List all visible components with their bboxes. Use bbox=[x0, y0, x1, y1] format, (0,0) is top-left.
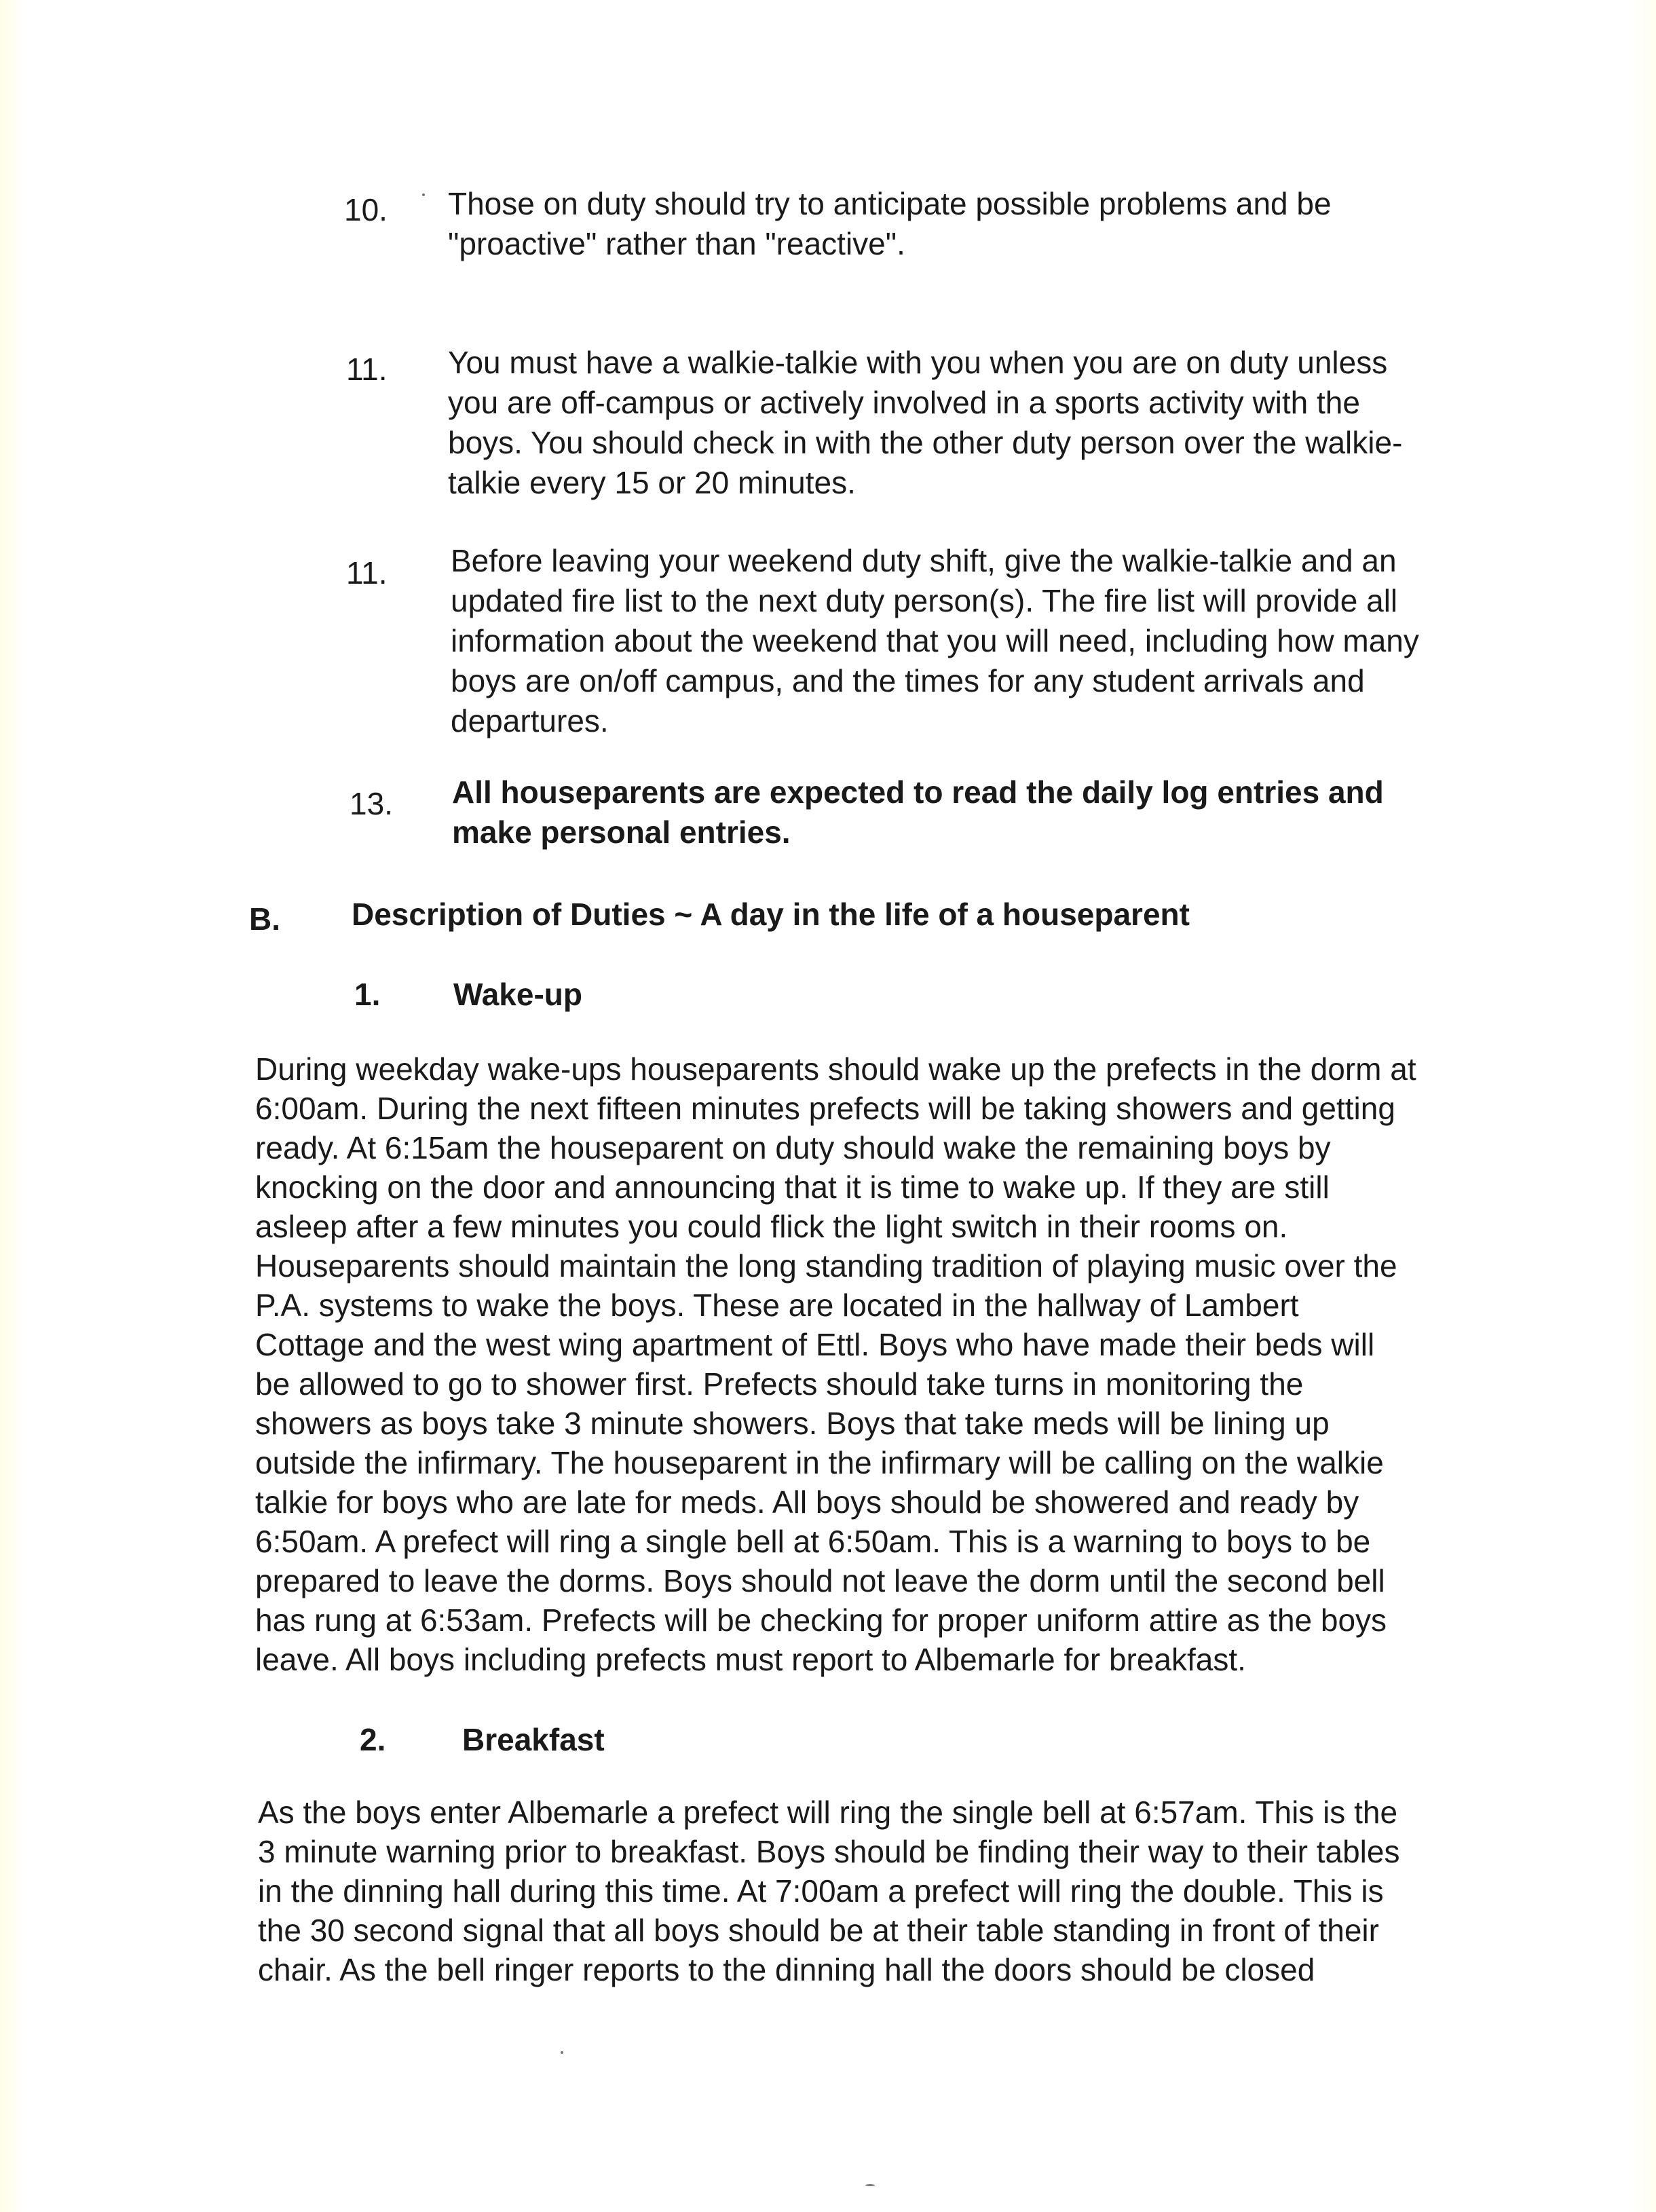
list-number: 11. bbox=[346, 352, 388, 387]
list-number: 13. bbox=[350, 786, 393, 821]
subsection-number: 2. bbox=[360, 1722, 386, 1757]
scan-speck bbox=[561, 2051, 563, 2054]
wake-up-paragraph: During weekday wake-ups houseparents should wake up the prefects in the dorm at 6:00am. During the next fifteen minutes prefects will be taking showers and getting ready. At 6:15am the houseparent on duty should wake the remaining boys by knocking on the door and announcing that it is time to wake up. If they are still asleep after a few minutes you could flick the light switch in their rooms on. Houseparents should maintain the long standing tradition of playing music over the P.A. systems to wake the boys. These are located in the hallway of Lambert Cottage and the west wing apartment of Ettl. Boys who have made their beds will be allowed to go to shower first. Prefects should take turns in monitoring the showers as boys take 3 minute showers. Boys that take meds will be lining up outside the infirmary. The houseparent in the infirmary will be calling on the walkie talkie for boys who are late for meds. All boys should be showered and ready by 6:50am. A prefect will ring a single bell at 6:50am. This is a warning to boys to be prepared to leave the dorms. Boys should not leave the dorm until the second bell has rung at 6:53am. Prefects will be checking for proper uniform attire as the boys leave. All boys including prefects must report to Albemarle for breakfast. bbox=[255, 1051, 1416, 1677]
subsection-number: 1. bbox=[354, 977, 381, 1012]
scan-speck bbox=[865, 2184, 875, 2186]
section-title: Description of Duties ~ A day in the life of a houseparent bbox=[352, 897, 1190, 932]
list-item-text: Those on duty should try to anticipate possible problems and be "proactive" rather than "reactive". bbox=[448, 186, 1332, 261]
subsection-title: Wake-up bbox=[453, 977, 582, 1012]
list-item-text: You must have a walkie-talkie with you when you are on duty unless you are off-campus or actively involved in a sports activity with the boys. You should check in with the other duty person over the walkie- talkie every 15 or 20 minutes. bbox=[448, 345, 1403, 500]
list-item-text: Before leaving your weekend duty shift, give the walkie-talkie and an updated fire list to the next duty person(s). The fire list will provide all information about the weekend that you will need, including how many boys are on/off campus, and the times for any student arrivals and departures. bbox=[451, 543, 1419, 738]
subsection-title: Breakfast bbox=[462, 1722, 605, 1757]
section-letter: B. bbox=[249, 901, 280, 937]
list-item-text: All houseparents are expected to read the daily log entries and make personal entries. bbox=[452, 774, 1384, 850]
scan-speck bbox=[422, 193, 425, 196]
list-number: 10. bbox=[344, 192, 388, 227]
list-number: 11. bbox=[346, 555, 388, 591]
breakfast-paragraph: As the boys enter Albemarle a prefect will ring the single bell at 6:57am. This is the 3 minute warning prior to breakfast. Boys should be finding their way to their tables in the dinning hall during this time. At 7:00am a prefect will ring the double. This is the 30 second signal that all boys should be at their table standing in front of their chair. As the bell ringer reports to the dinning hall the doors should be closed bbox=[258, 1795, 1400, 1987]
